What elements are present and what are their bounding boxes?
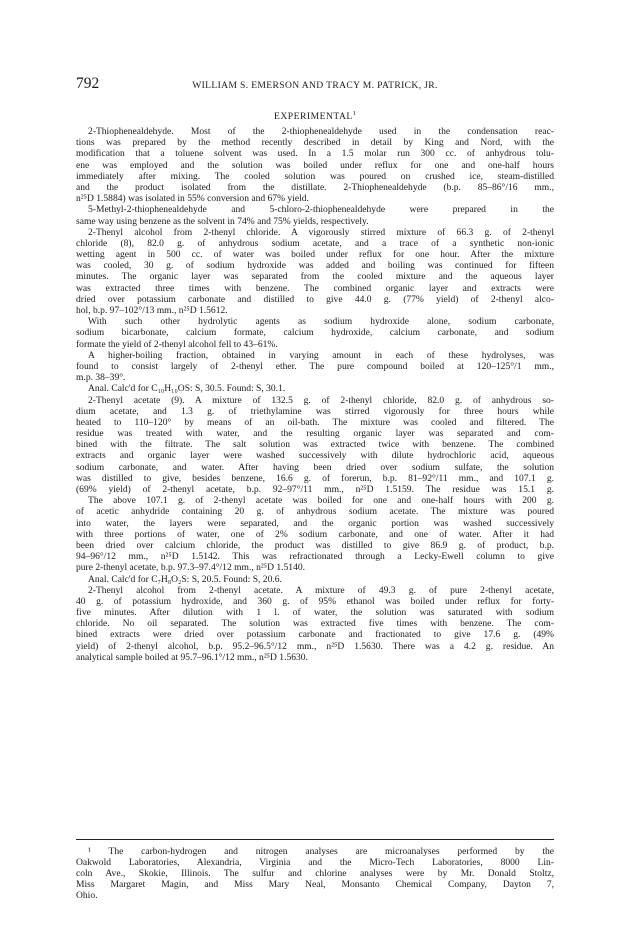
body-line: been dried over calcium chloride, the product was distilled to give 86.9 g. of product, b.p. [76,539,554,551]
body-line: n²⁵D 1.5884) was isolated in 55% conversion and 67% yield. [76,193,309,205]
body-line: found to consist largely of 2-thenyl ether. The pure compound boiled at 120–125°/1 mm., [76,360,554,372]
body-line: dried over potassium carbonate and distilled to give 44.0 g. (77% yield) of 2-thenyl alco- [76,293,554,305]
body-line: sodium bicarbonate, calcium formate, calcium hydroxide, calcium carbonate, and sodium [76,327,554,339]
body-line: pure 2-thenyl acetate, b.p. 97.3–97.4°/12 mm., n²⁵D 1.5140. [76,562,306,574]
body-line: 2-Thiophenealdehyde. Most of the 2-thiophenealdehyde used in the condensation reac- [88,126,554,137]
body-line: hol, b.p. 97–102°/13 mm., n²⁵D 1.5612. [76,305,228,316]
body-line: analytical sample boiled at 95.7–96.1°/12 mm., n²⁵D 1.5630. [76,651,308,663]
body-line: sodium carbonate, and water. After having been dried over sodium sulfate, the solution [76,461,554,473]
body-line: wetting agent in 500 cc. of water was boiled under reflux for one hour. After the mixture [76,249,554,261]
page-header [76,75,554,98]
body-line: m.p. 38–39°. [76,372,126,384]
body-line: with three portions of water, one of 2% sodium carbonate, and one of water. After it had [76,528,554,540]
footnote-rule [76,839,554,840]
body-line: Anal. Calc'd for C₇H₈O₂S: S, 20.5. Found: S, 20.6. [88,573,282,585]
footnote-line: Miss Margaret Magin, and Miss Mary Neal, Monsanto Chemical Company, Dayton 7, [76,879,554,891]
body-line: same way using benzene as the solvent in 74% and 75% yields, respectively. [76,215,369,227]
body-line: tions was prepared by the method recently described in detail by King and Nord, with the [76,137,554,149]
body-line: 94–96°/12 mm., n²⁵D 1.5142. This was refractionated through a Lecky-Ewell column to give [76,551,554,563]
body-line: 40 g. of potassium hydroxide, and 360 g. of 95% ethanol was boiled under reflux for forty- [76,595,554,607]
section-heading [76,110,554,122]
body-line: 2-Thenyl alcohol from 2-thenyl acetate. A mixture of 49.3 g. of pure 2-thenyl acetate, [88,584,554,596]
body-line: The above 107.1 g. of 2-thenyl acetate was boiled for one and one-half hours with 200 g. [88,495,554,507]
body-line: With such other hydrolytic agents as sodium hydroxide alone, sodium carbonate, [88,316,554,328]
body-line: 2-Thenyl acetate (9). A mixture of 132.5 g. of 2-thenyl chloride, 82.0 g. of anhydrous so- [88,394,554,406]
body-line: (69% yield) of 2-thenyl acetate, b.p. 92–97°/11 mm., n²⁵D 1.5159. The residue was 15.1 g. [76,484,554,495]
body-line: was cooled, 30 g. of sodium hydroxide was added and boiling was continued for fifteen [76,260,554,272]
footnote-line: coln Ave., Skokie, Illinois. The sulfur and chlorine analyses were by Mr. Donald Stoltz, [76,868,554,880]
body-line: minutes. The organic layer was separated from the cooled mixture and the aqueous layer [76,271,554,283]
running-head: WILLIAM S. EMERSON AND TRACY M. PATRICK, JR. [192,80,438,91]
body-line: five minutes. After dilution with 1 l. of water, the solution was saturated with sodium [76,607,554,619]
body-line: Anal. Calc'd for C₁₀H₁₀OS: S, 30.5. Found: S, 30.1. [88,383,286,395]
body-line: heated to 110–120° by means of an oil-bath. The mixture was cooled and filtered. The [76,416,554,428]
footnote-line: ¹ The carbon-hydrogen and nitrogen analyses are microanalyses performed by the [88,846,554,857]
body-line: yield) of 2-thenyl alcohol, b.p. 95.2–96.5°/12 mm., n²⁵D 1.5630. There was a 4.2 g. residue. An [76,640,554,652]
body-line: 2-Thenyl alcohol from 2-thenyl chloride. A vigorously stirred mixture of 66.3 g. of 2-thenyl [88,226,554,238]
body-line: chloride. No oil separated. The solution was extracted five times with benzene. The com- [76,618,554,630]
body-line: was distilled to give, besides benzene, 16.6 g. of forerun, b.p. 81–92°/11 mm., and 107.1 g. [76,472,554,484]
footnote-marker: 1 [352,110,357,117]
body-line: bined extracts were dried over potassium carbonate and fractionated to give 17.6 g. (49% [76,629,554,641]
footnote-line: Oakwold Laboratories, Alexandria, Virginia and the Micro-Tech Laboratories, 8000 Lin- [76,857,554,869]
body-line: 5-Methyl-2-thiophenealdehyde and 5-chloro-2-thiophenealdehyde were prepared in the [88,204,554,216]
body-line: residue was treated with water, and the resulting organic layer was separated and com- [76,428,554,440]
body-line: and the product isolated from the distillate. 2-Thiophenealdehyde (b.p. 85–86°/16 mm., [76,181,554,193]
body-line: bined with the filtrate. The salt solution was extracted twice with benzene. The combined [76,439,554,451]
body-line: immediately after mixing. The cooled solution was poured on crushed ice, steam-distilled [76,170,554,182]
body-line: of acetic anhydride containing 20 g. of anhydrous sodium acetate. The mixture was poured [76,506,554,518]
page-number: 792 [76,75,100,92]
body-line: chloride (8), 82.0 g. of anhydrous sodium acetate, and a trace of a synthetic non-ionic [76,237,554,249]
footnote-line: Ohio. [76,890,98,902]
body-line: formate the yield of 2-thenyl alcohol fell to 43–61%. [76,338,278,350]
body-line: into water, the layers were separated, and the organic portion was washed successively [76,517,554,529]
body-text [76,126,554,663]
body-line: extracts and organic layer were washed successively with dilute hydrochloric acid, aqueous [76,450,554,462]
body-line: A higher-boiling fraction, obtained in varying amount in each of these hydrolyses, was [88,349,554,361]
body-line: dium acetate, and 1.3 g. of triethylamine was stirred vigorously for three hours while [76,405,554,417]
footnote [76,846,554,901]
section-title: EXPERIMENTAL [273,111,353,123]
body-line: ene was employed and the solution was boiled under reflux for one and one-half hours [76,159,554,171]
body-line: was extracted three times with benzene. The combined organic layer and extracts were [76,282,554,294]
body-line: modification that a toluene solvent was used. In a 1.5 molar run 300 cc. of anhydrous tolu- [76,148,554,160]
